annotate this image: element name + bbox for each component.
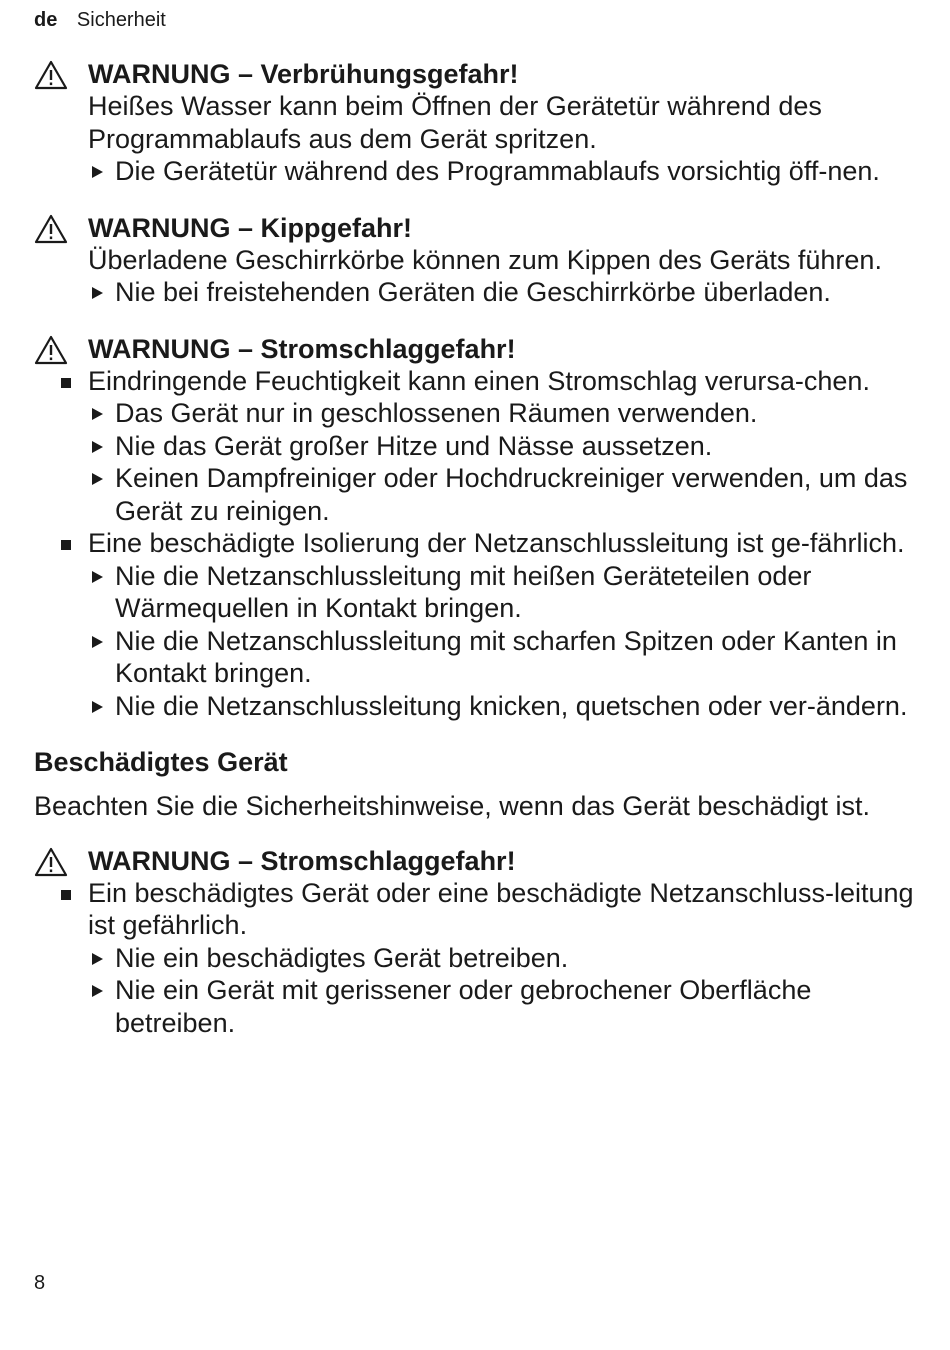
page-number: 8 — [34, 1272, 46, 1294]
warning-tipping — [34, 212, 914, 309]
step-item: Das Gerät nur in geschlossenen Räumen verwenden. — [88, 397, 914, 430]
bullet-item — [88, 527, 914, 722]
step-list — [88, 276, 914, 309]
bullet-text: Ein beschädigtes Gerät oder eine beschädigte Netzanschluss-leitung ist gefährlich. — [88, 877, 914, 940]
bullet-item — [88, 877, 914, 1040]
language-code: de — [34, 9, 58, 31]
step-item: Keinen Dampfreiniger oder Hochdruckreiniger verwenden, um das Gerät zu reinigen. — [88, 462, 914, 527]
warning-triangle-icon — [34, 214, 68, 244]
step-item: Nie die Netzanschlussleitung mit heißen Geräteteilen oder Wärmequellen in Kontakt bringen. — [88, 560, 914, 625]
bullet-list — [88, 365, 914, 723]
warning-electric-shock-damaged — [34, 845, 914, 1040]
bullet-text: Eine beschädigte Isolierung der Netzanschlussleitung ist ge-fährlich. — [88, 528, 905, 558]
step-list — [88, 942, 914, 1040]
section-text: Beachten Sie die Sicherheitshinweise, wenn das Gerät beschädigt ist. — [34, 791, 870, 821]
warning-title: WARNUNG – Stromschlaggefahr! — [88, 845, 516, 876]
step-item: Nie das Gerät großer Hitze und Nässe aussetzen. — [88, 430, 914, 463]
step-item: Nie ein beschädigtes Gerät betreiben. — [88, 942, 914, 975]
warning-triangle-icon — [34, 335, 68, 365]
bullet-text: Eindringende Feuchtigkeit kann einen Stromschlag verursa-chen. — [88, 365, 870, 396]
step-item: Die Gerätetür während des Programmablaufs vorsichtig öff-nen. — [88, 155, 914, 188]
warning-electric-shock — [34, 333, 914, 723]
warning-title: WARNUNG – Stromschlaggefahr! — [88, 333, 516, 364]
warning-title: WARNUNG – Kippgefahr! — [88, 212, 412, 243]
warning-scalding — [34, 58, 914, 188]
step-item: Nie bei freistehenden Geräten die Geschirrkörbe überladen. — [88, 276, 914, 309]
step-list — [88, 397, 914, 527]
step-item: Nie ein Gerät mit gerissener oder gebrochener Oberfläche betreiben. — [88, 974, 914, 1039]
step-list — [88, 560, 914, 723]
warning-title: WARNUNG – Verbrühungsgefahr! — [88, 59, 519, 89]
section-heading: Beschädigtes Gerät — [34, 747, 288, 777]
warning-triangle-icon — [34, 60, 68, 90]
warning-text: Heißes Wasser kann beim Öffnen der Gerätetür während des Programmablaufs aus dem Gerät spritzen. — [88, 91, 822, 154]
step-item: Nie die Netzanschlussleitung knicken, quetschen oder ver-ändern. — [88, 690, 914, 723]
page-header — [34, 9, 166, 32]
section-name: Sicherheit — [76, 9, 166, 31]
warning-triangle-icon — [34, 847, 68, 877]
step-item: Nie die Netzanschlussleitung mit scharfen Spitzen oder Kanten in Kontakt bringen. — [88, 625, 914, 690]
step-list — [88, 155, 914, 188]
warning-text: Überladene Geschirrkörbe können zum Kippen des Geräts führen. — [88, 244, 882, 275]
page-content — [34, 58, 914, 1063]
bullet-item — [88, 365, 914, 528]
bullet-list — [88, 877, 914, 1040]
